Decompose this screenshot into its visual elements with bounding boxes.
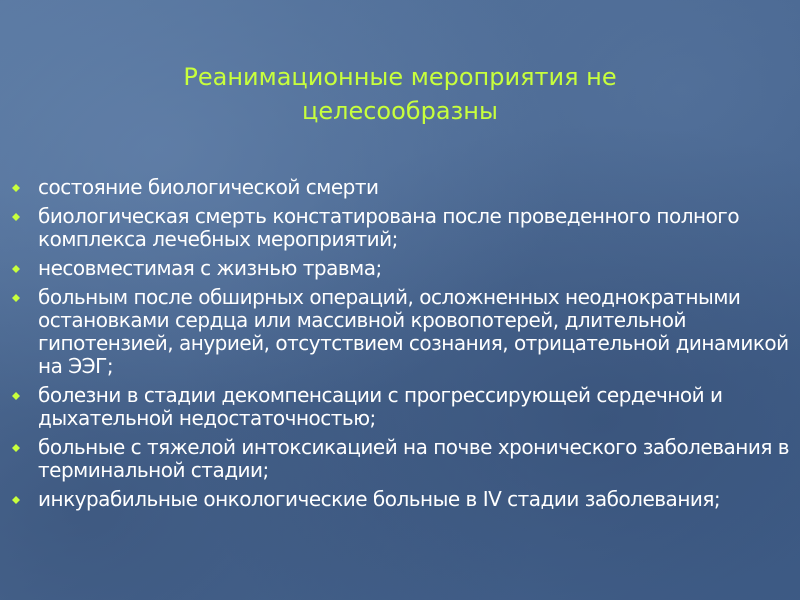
diamond-bullet-icon — [12, 444, 20, 452]
bullet-item — [10, 384, 790, 430]
bullet-item — [10, 205, 790, 251]
bullet-item — [10, 488, 790, 511]
bullet-list — [10, 176, 790, 517]
bullet-item — [10, 286, 790, 378]
bullet-text: несовместимая с жизнью травма; — [38, 256, 382, 280]
diamond-bullet-icon — [12, 213, 20, 221]
diamond-bullet-icon — [12, 265, 20, 273]
bullet-text: инкурабильные онкологические больные в IV стадии заболевания; — [38, 487, 721, 511]
bullet-item — [10, 257, 790, 280]
slide-title: Реанимационные мероприятия не целесообразны — [183, 63, 617, 125]
diamond-bullet-icon — [12, 392, 20, 400]
bullet-text: болезни в стадии декомпенсации с прогрессирующей сердечной и дыхательной недостаточностью; — [38, 383, 723, 430]
bullet-text: биологическая смерть констатирована после проведенного полного комплекса лечебных мероприятий; — [38, 204, 740, 251]
bullet-text: больные с тяжелой интоксикацией на почве хронического заболевания в терминальной стадии; — [38, 435, 790, 482]
diamond-bullet-icon — [12, 184, 20, 192]
diamond-bullet-icon — [12, 496, 20, 504]
bullet-text: больным после обширных операций, осложненных неоднократными остановками сердца или массивной кровопотерей, длительной гипотензией, анурией, отсутствием сознания, отрицательной динамикой на ЭЭГ; — [38, 285, 789, 378]
diamond-bullet-icon — [12, 294, 20, 302]
bullet-item — [10, 436, 790, 482]
bullet-item — [10, 176, 790, 199]
bullet-text: состояние биологической смерти — [38, 175, 379, 199]
